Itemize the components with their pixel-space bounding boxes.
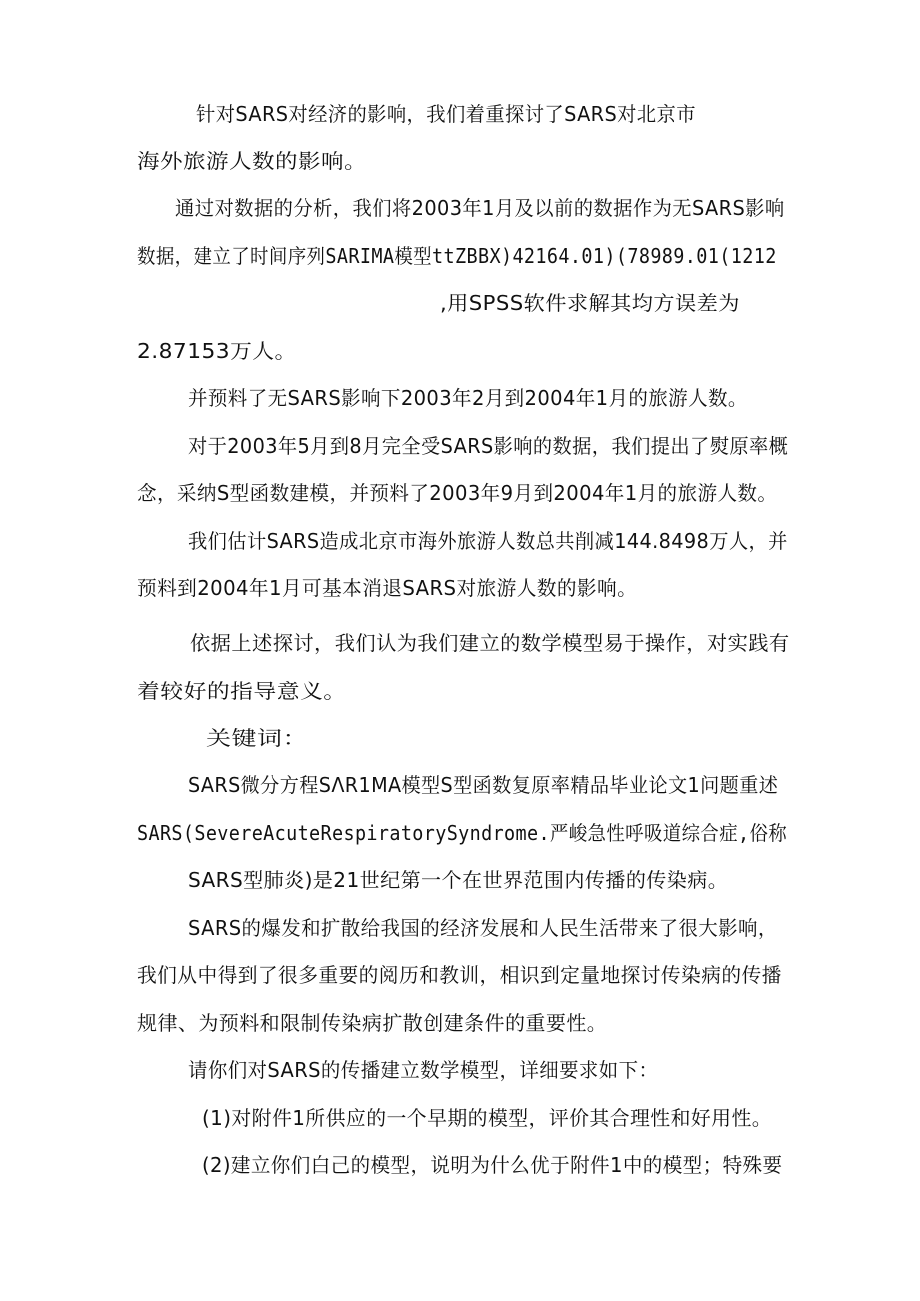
text-line: 念，采纳S型函数建模，并预料了2003年9月到2004年1月的旅游人数。 — [137, 481, 778, 505]
text-line: 2.87153万人。 — [137, 339, 297, 363]
text-line: 请你们对SARS的传播建立数学模型，详细要求如下： — [188, 1058, 659, 1082]
text-line: SARS型肺炎)是21世纪第一个在世界范围内传播的传染病。 — [188, 868, 729, 892]
text-line: 对于2003年5月到8月完全受SARS影响的数据，我们提出了熨原率概 — [188, 434, 789, 458]
text-line: SARS的爆发和扩散给我国的经济发展和人民生活带来了很大影响， — [188, 916, 778, 940]
text-line: ,用SPSS软件求解其均方误差为 — [440, 291, 740, 315]
text-line: 并预料了无SARS影响下2003年2月到2004年1月的旅游人数。 — [188, 386, 748, 410]
text-line: 规律、为预料和限制传染病扩散创建条件的重要性。 — [137, 1011, 608, 1035]
text-line: SARS微分方程SΛR1MA模型S型函数复原率精品毕业论文1问题重述 — [188, 773, 779, 797]
text-line: 数据，建立了时间序列SARIMA模型ttZBBX)42164.01)(78989.01(1212 — [137, 244, 777, 268]
text-line: SARS(SevereAcuteRespiratorySyndrome.严峻急性呼吸道综合症,俗称 — [137, 821, 788, 845]
text-line: 海外旅游人数的影响。 — [137, 149, 367, 173]
text-line: (2)建立你们白己的模型，说明为什么优于附件1中的模型；特殊要 — [202, 1153, 783, 1177]
text-line: (1)对附件1所供应的一个早期的模型，评价其合理性和好用性。 — [202, 1106, 773, 1130]
text-line: 针对SARS对经济的影响，我们着重探讨了SARS对北京市 — [196, 102, 696, 126]
text-line: 依据上述探讨，我们认为我们建立的数学模型易于操作，对实践有 — [190, 631, 790, 655]
text-line: 预料到2004年1月可基本消退SARS对旅游人数的影响。 — [137, 576, 638, 600]
text-line: 我们从中得到了很多重要的阅历和教训，相识到定量地探讨传染病的传播 — [137, 963, 782, 987]
text-line: 我们估计SARS造成北京市海外旅游人数总共削减144.8498万人，并 — [188, 529, 788, 553]
text-line: 关键词： — [206, 726, 309, 750]
text-line: 着较好的指导意义。 — [137, 679, 347, 703]
text-line: 通过对数据的分析，我们将2003年1月及以前的数据作为无SARS影响 — [175, 196, 785, 220]
